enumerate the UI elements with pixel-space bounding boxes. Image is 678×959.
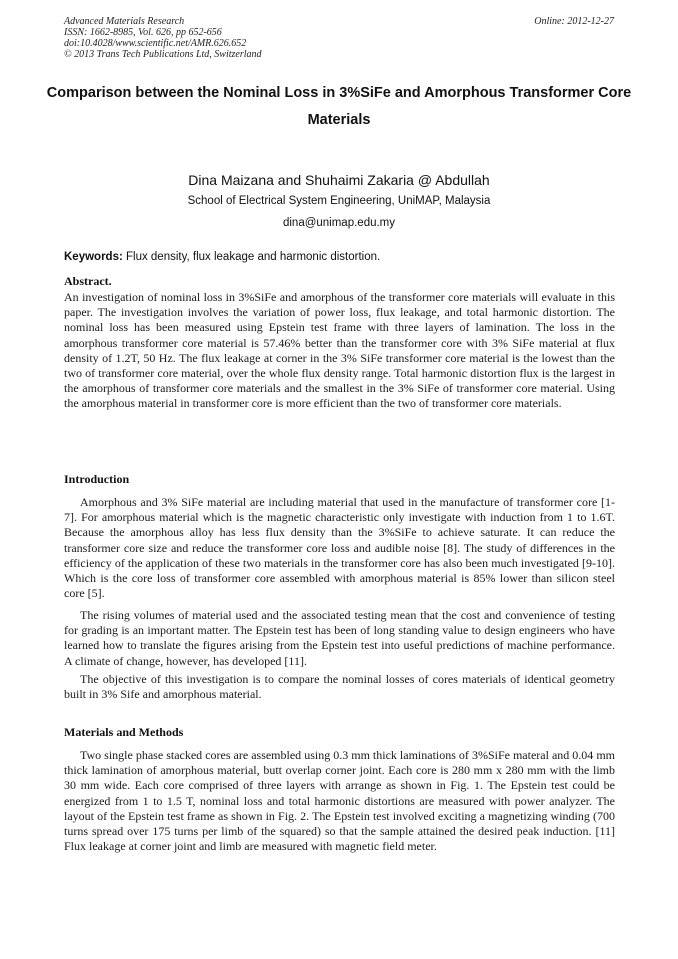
paper-title: Comparison between the Nominal Loss in 3%SiFe and Amorphous Transformer Core Materials	[46, 85, 632, 128]
keywords	[64, 251, 615, 263]
methods-paragraph: Two single phase stacked cores are assembled using 0.3 mm thick laminations of 3%SiFe materal and 0.04 mm thick lamination of amorphous material, butt overlap corner joint. Each core is 280 mm x 280 mm with the limb 30 mm wide. Each core comprised of three layers with arrange as shown in Fig. 1. The Epstein test could be energized from 1 to 1.5 T, nominal loss and total harmonic distortions are measured with power analyzer. The layout of the Epstein test frame as shown in Fig. 2. The Epstein test involved exciting a magnetizing winding (700 turns spread over 175 turns per limb of the squared) so that the sample attained the desired peak induction. [11] Flux leakage at corner joint and limb are measured with magnetic field meter.	[64, 748, 615, 854]
abstract-text: An investigation of nominal loss in 3%SiFe and amorphous of the transformer core materials will evaluate in this paper. The investigation involves the variation of power loss, flux leakage, and total harmonic distortion. The nominal loss has been measured using Epstein test frame with three layers of lamination. The loss in the amorphous transformer core material is 57.46% better than the transformer core with 3% SiFe material at flux density of 1.2T, 50 Hz. The flux leakage at corner in the 3% SiFe transformer core material is the lowest than the two of transformer core material, over the whole flux density range. Total harmonic distortion flux is the largest in the amorphous of transformer core materials and the smallest in the 3% SiFe of transformer core material. Using the amorphous material in transformer core is more efficient than the two of transformer core materials.	[64, 290, 615, 411]
methods-heading: Materials and Methods	[64, 725, 184, 739]
abstract-heading: Abstract.	[64, 274, 112, 288]
introduction-paragraph: The rising volumes of material used and the associated testing mean that the cost and convenience of testing for grading is an important matter. The Epstein test has been of long standing value to design engineers who have learned how to translate the figures arising from the Epstein test into useful predictions of machine performance. A climate of change, however, has developed [11].	[64, 608, 615, 668]
online-date: Online: 2012-12-27	[534, 16, 614, 27]
introduction-heading: Introduction	[64, 472, 130, 486]
issn-line: ISSN: 1662-8985, Vol. 626, pp 652-656	[64, 27, 222, 38]
journal-header	[64, 16, 614, 60]
introduction-paragraph: Amorphous and 3% SiFe material are including material that used in the manufacture of transformer core [1-7]. For amorphous material which is the magnetic characteristic only investigate with induction from 1 to 1.6T. Because the amorphous alloy has less flux density than the 3%SiFe to achieve saturate. It can reduce the transformer core size and reduce the transformer core loss and audible noise [8]. The study of differences in the efficiency of the application of these two materials in the transformer core has also been much investigated [9-10]. Which is the core loss of transformer core assembled with amorphous material is 85% lower than silicon steel core [5].	[64, 495, 615, 601]
doi-line: doi:10.4028/www.scientific.net/AMR.626.652	[64, 38, 247, 49]
author-email: dina@unimap.edu.my	[282, 217, 396, 229]
introduction-paragraph: The objective of this investigation is to compare the nominal losses of cores materials of identical geometry built in 3% Sife and amorphous material.	[64, 672, 615, 702]
copyright-line: © 2013 Trans Tech Publications Ltd, Switzerland	[64, 49, 262, 60]
author-affiliation: School of Electrical System Engineering, UniMAP, Malaysia	[187, 195, 491, 207]
author-names: Dina Maizana and Shuhaimi Zakaria @ Abdullah	[188, 172, 490, 188]
keywords-text: Flux density, flux leakage and harmonic distortion.	[122, 251, 381, 263]
keywords-label: Keywords:	[64, 251, 123, 263]
journal-name: Advanced Materials Research	[64, 16, 185, 27]
